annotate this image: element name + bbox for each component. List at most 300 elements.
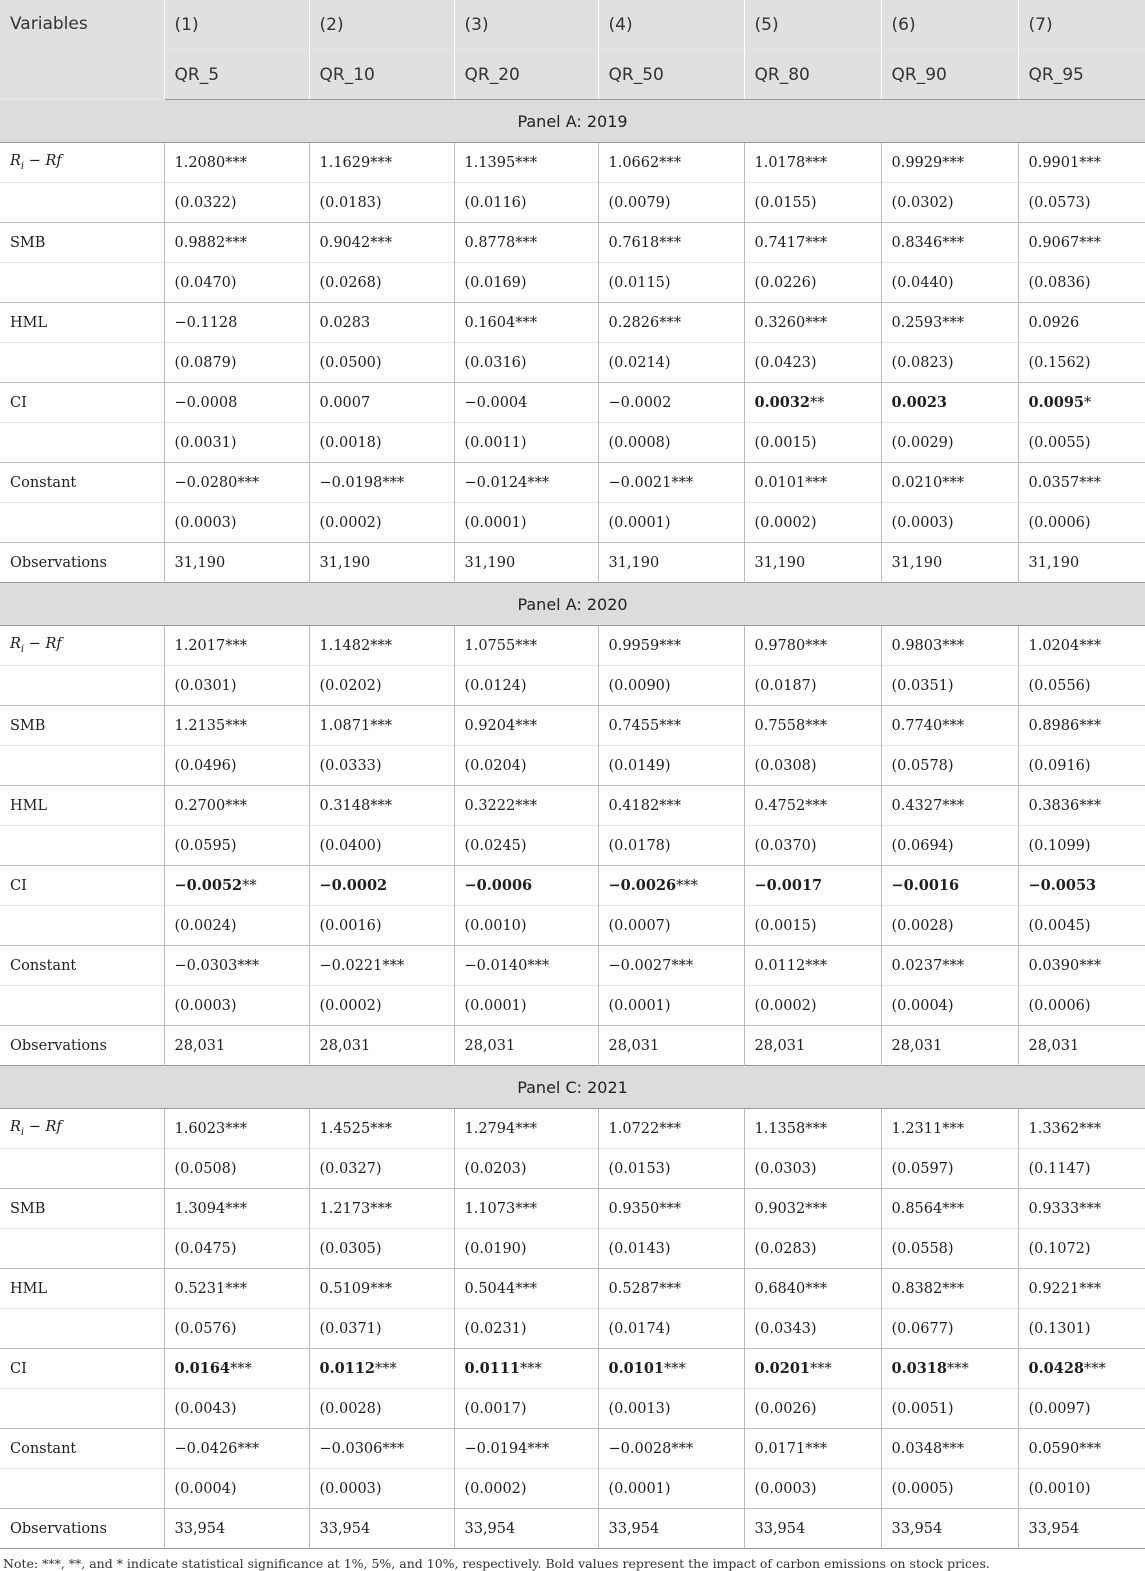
- column-number-header: (5): [744, 0, 881, 50]
- value-cell: (0.0026): [744, 1389, 881, 1429]
- value-cell: 0.7618***: [598, 223, 744, 263]
- value-cell: 1.2311***: [881, 1109, 1018, 1149]
- value-cell: 1.0871***: [309, 706, 454, 746]
- value-cell: (0.0002): [744, 503, 881, 543]
- value-cell: 0.8986***: [1018, 706, 1145, 746]
- value-cell: (0.0017): [454, 1389, 598, 1429]
- value-cell: 0.0390***: [1018, 946, 1145, 986]
- value-cell: [881, 383, 1018, 423]
- value-cell: (0.0005): [881, 1469, 1018, 1509]
- value-cell: 28,031: [598, 1026, 744, 1066]
- value-cell: (0.1147): [1018, 1149, 1145, 1189]
- value-cell: 1.1073***: [454, 1189, 598, 1229]
- value-cell: (0.0002): [454, 1469, 598, 1509]
- value-cell: (0.0400): [309, 826, 454, 866]
- variables-header: Variables: [0, 0, 164, 100]
- header-row-numbers: [0, 0, 1145, 50]
- value-cell: 0.9901***: [1018, 143, 1145, 183]
- bold-value: 0.0201: [754, 1360, 810, 1377]
- row-label: [0, 183, 164, 223]
- value-cell: (0.0001): [454, 503, 598, 543]
- value-cell: (0.0155): [744, 183, 881, 223]
- value-cell: 31,190: [1018, 543, 1145, 583]
- row-label: SMB: [0, 223, 164, 263]
- row-label: [0, 1389, 164, 1429]
- value-cell: 0.0237***: [881, 946, 1018, 986]
- value-cell: (0.0333): [309, 746, 454, 786]
- value-cell: −0.0027***: [598, 946, 744, 986]
- value-cell: −0.0028***: [598, 1429, 744, 1469]
- value-cell: (0.0043): [164, 1389, 309, 1429]
- value-cell: (0.0879): [164, 343, 309, 383]
- value-cell: −0.0026***: [598, 866, 744, 906]
- value-cell: (0.0013): [598, 1389, 744, 1429]
- value-cell: 0.9929***: [881, 143, 1018, 183]
- value-cell: (0.0470): [164, 263, 309, 303]
- value-cell: (0.0576): [164, 1309, 309, 1349]
- value-cell: 0.0318***: [881, 1349, 1018, 1389]
- value-cell: 0.3260***: [744, 303, 881, 343]
- value-cell: (0.0202): [309, 666, 454, 706]
- value-cell: −0.0426***: [164, 1429, 309, 1469]
- value-cell: (0.0001): [598, 986, 744, 1026]
- value-cell: [309, 866, 454, 906]
- value-cell: 1.0204***: [1018, 626, 1145, 666]
- excess-return-label: $R_i - Rf$: [10, 153, 62, 172]
- row-label: [0, 1229, 164, 1269]
- value-cell: 0.0171***: [744, 1429, 881, 1469]
- value-cell: 0.0428***: [1018, 1349, 1145, 1389]
- column-name-header: QR_5: [164, 50, 309, 100]
- value-cell: 0.4182***: [598, 786, 744, 826]
- value-cell: 0.5109***: [309, 1269, 454, 1309]
- bold-value: −0.0006: [464, 877, 533, 894]
- value-cell: 31,190: [598, 543, 744, 583]
- value-cell: (0.0283): [744, 1229, 881, 1269]
- value-cell: (0.0010): [454, 906, 598, 946]
- value-cell: (0.0183): [309, 183, 454, 223]
- value-cell: (0.0002): [309, 986, 454, 1026]
- value-cell: (0.0015): [744, 906, 881, 946]
- value-cell: (0.0115): [598, 263, 744, 303]
- std-error-row: [0, 826, 1145, 866]
- value-cell: 0.8346***: [881, 223, 1018, 263]
- value-cell: 0.9803***: [881, 626, 1018, 666]
- value-cell: (0.0174): [598, 1309, 744, 1349]
- value-cell: (0.0500): [309, 343, 454, 383]
- row-label: CI: [0, 383, 164, 423]
- column-number-header: (1): [164, 0, 309, 50]
- std-error-row: [0, 666, 1145, 706]
- value-cell: (0.0003): [164, 986, 309, 1026]
- value-cell: 1.0755***: [454, 626, 598, 666]
- row-label: [0, 1469, 164, 1509]
- std-error-row: [0, 986, 1145, 1026]
- value-cell: 0.2826***: [598, 303, 744, 343]
- value-cell: (0.0016): [309, 906, 454, 946]
- value-cell: 0.8778***: [454, 223, 598, 263]
- value-cell: 1.0178***: [744, 143, 881, 183]
- row-label-excess-return: [0, 143, 164, 183]
- value-cell: −0.0008: [164, 383, 309, 423]
- row-label: HML: [0, 786, 164, 826]
- value-cell: (0.0051): [881, 1389, 1018, 1429]
- coefficient-row: [0, 626, 1145, 666]
- value-cell: (0.0578): [881, 746, 1018, 786]
- value-cell: (0.0149): [598, 746, 744, 786]
- coefficient-row: [0, 866, 1145, 906]
- bold-value: −0.0052: [174, 877, 243, 894]
- bold-value: 0.0112: [319, 1360, 375, 1377]
- std-error-row: [0, 906, 1145, 946]
- value-cell: 1.2017***: [164, 626, 309, 666]
- panel-title: Panel A: 2020: [0, 583, 1145, 626]
- bold-value: −0.0002: [319, 877, 388, 894]
- coefficient-row: [0, 1109, 1145, 1149]
- value-cell: (0.0097): [1018, 1389, 1145, 1429]
- value-cell: (0.0305): [309, 1229, 454, 1269]
- row-label: [0, 423, 164, 463]
- value-cell: 0.5044***: [454, 1269, 598, 1309]
- value-cell: (0.0028): [309, 1389, 454, 1429]
- value-cell: 0.0101***: [744, 463, 881, 503]
- value-cell: (0.1099): [1018, 826, 1145, 866]
- value-cell: (0.0116): [454, 183, 598, 223]
- value-cell: 1.0662***: [598, 143, 744, 183]
- value-cell: 0.9350***: [598, 1189, 744, 1229]
- value-cell: 33,954: [454, 1509, 598, 1549]
- value-cell: −0.0002: [598, 383, 744, 423]
- value-cell: −0.0004: [454, 383, 598, 423]
- value-cell: (0.1301): [1018, 1309, 1145, 1349]
- bold-value: −0.0016: [891, 877, 960, 894]
- value-cell: (0.1562): [1018, 343, 1145, 383]
- value-cell: −0.0140***: [454, 946, 598, 986]
- value-cell: 0.3148***: [309, 786, 454, 826]
- value-cell: (0.0003): [309, 1469, 454, 1509]
- panel-header-row: [0, 100, 1145, 143]
- row-label: [0, 906, 164, 946]
- column-name-header: QR_90: [881, 50, 1018, 100]
- value-cell: [744, 866, 881, 906]
- value-cell: 0.6840***: [744, 1269, 881, 1309]
- value-cell: (0.0508): [164, 1149, 309, 1189]
- value-cell: 28,031: [881, 1026, 1018, 1066]
- value-cell: 0.8382***: [881, 1269, 1018, 1309]
- value-cell: −0.0194***: [454, 1429, 598, 1469]
- row-label: SMB: [0, 1189, 164, 1229]
- value-cell: 28,031: [1018, 1026, 1145, 1066]
- coefficient-row: [0, 1269, 1145, 1309]
- value-cell: 1.6023***: [164, 1109, 309, 1149]
- std-error-row: [0, 1149, 1145, 1189]
- panel-header-row: [0, 583, 1145, 626]
- coefficient-row: [0, 223, 1145, 263]
- value-cell: (0.0204): [454, 746, 598, 786]
- value-cell: (0.0010): [1018, 1469, 1145, 1509]
- column-name-header: QR_95: [1018, 50, 1145, 100]
- value-cell: (0.0169): [454, 263, 598, 303]
- row-label: Observations: [0, 1026, 164, 1066]
- std-error-row: [0, 746, 1145, 786]
- value-cell: (0.0916): [1018, 746, 1145, 786]
- value-cell: [881, 866, 1018, 906]
- value-cell: 1.1629***: [309, 143, 454, 183]
- value-cell: (0.0124): [454, 666, 598, 706]
- value-cell: 28,031: [164, 1026, 309, 1066]
- coefficient-row: [0, 946, 1145, 986]
- value-cell: 0.0112***: [309, 1349, 454, 1389]
- value-cell: (0.0003): [744, 1469, 881, 1509]
- value-cell: 33,954: [598, 1509, 744, 1549]
- observations-row: [0, 543, 1145, 583]
- bold-value: 0.0111: [464, 1360, 520, 1377]
- value-cell: −0.0303***: [164, 946, 309, 986]
- value-cell: (0.0226): [744, 263, 881, 303]
- bold-value: −0.0017: [754, 877, 823, 894]
- value-cell: 0.0007: [309, 383, 454, 423]
- column-name-header: QR_50: [598, 50, 744, 100]
- value-cell: (0.0006): [1018, 503, 1145, 543]
- value-cell: (0.0153): [598, 1149, 744, 1189]
- value-cell: 0.8564***: [881, 1189, 1018, 1229]
- value-cell: 1.0722***: [598, 1109, 744, 1149]
- value-cell: (0.0677): [881, 1309, 1018, 1349]
- value-cell: 1.1395***: [454, 143, 598, 183]
- std-error-row: [0, 263, 1145, 303]
- value-cell: [1018, 866, 1145, 906]
- value-cell: 0.7740***: [881, 706, 1018, 746]
- column-number-header: (7): [1018, 0, 1145, 50]
- value-cell: (0.0231): [454, 1309, 598, 1349]
- value-cell: 33,954: [164, 1509, 309, 1549]
- value-cell: 0.0111***: [454, 1349, 598, 1389]
- value-cell: 0.7455***: [598, 706, 744, 746]
- value-cell: 0.9042***: [309, 223, 454, 263]
- value-cell: (0.0595): [164, 826, 309, 866]
- row-label: Observations: [0, 543, 164, 583]
- std-error-row: [0, 1309, 1145, 1349]
- value-cell: 0.4752***: [744, 786, 881, 826]
- value-cell: (0.0214): [598, 343, 744, 383]
- value-cell: −0.0306***: [309, 1429, 454, 1469]
- value-cell: 1.1482***: [309, 626, 454, 666]
- row-label: Constant: [0, 1429, 164, 1469]
- coefficient-row: [0, 706, 1145, 746]
- table-header: [0, 0, 1145, 100]
- value-cell: 0.0032**: [744, 383, 881, 423]
- value-cell: (0.0322): [164, 183, 309, 223]
- value-cell: 0.0095*: [1018, 383, 1145, 423]
- value-cell: (0.0031): [164, 423, 309, 463]
- bold-value: 0.0095: [1028, 394, 1084, 411]
- value-cell: (0.0003): [164, 503, 309, 543]
- value-cell: (0.0190): [454, 1229, 598, 1269]
- value-cell: 0.0201***: [744, 1349, 881, 1389]
- column-name-header: QR_10: [309, 50, 454, 100]
- value-cell: 1.3362***: [1018, 1109, 1145, 1149]
- value-cell: (0.0423): [744, 343, 881, 383]
- value-cell: 0.9032***: [744, 1189, 881, 1229]
- value-cell: 33,954: [1018, 1509, 1145, 1549]
- value-cell: (0.0203): [454, 1149, 598, 1189]
- value-cell: 0.9221***: [1018, 1269, 1145, 1309]
- value-cell: 0.0357***: [1018, 463, 1145, 503]
- value-cell: (0.0268): [309, 263, 454, 303]
- value-cell: 0.2593***: [881, 303, 1018, 343]
- std-error-row: [0, 423, 1145, 463]
- coefficient-row: [0, 143, 1145, 183]
- value-cell: (0.0055): [1018, 423, 1145, 463]
- value-cell: 0.7417***: [744, 223, 881, 263]
- value-cell: (0.0573): [1018, 183, 1145, 223]
- value-cell: (0.0015): [744, 423, 881, 463]
- value-cell: −0.0198***: [309, 463, 454, 503]
- table-note: Note: ***, **, and * indicate statistical significance at 1%, 5%, and 10%, respectively. Bold values represent the impact of carbon emissions on stock prices.: [0, 1548, 1145, 1571]
- value-cell: (0.0597): [881, 1149, 1018, 1189]
- value-cell: 0.3222***: [454, 786, 598, 826]
- coefficient-row: [0, 1349, 1145, 1389]
- value-cell: 0.9780***: [744, 626, 881, 666]
- table-body: [0, 100, 1145, 1549]
- value-cell: −0.0280***: [164, 463, 309, 503]
- excess-return-label: $R_i - Rf$: [10, 636, 62, 655]
- coefficient-row: [0, 463, 1145, 503]
- value-cell: −0.0124***: [454, 463, 598, 503]
- coefficient-row: [0, 1189, 1145, 1229]
- value-cell: 0.0348***: [881, 1429, 1018, 1469]
- std-error-row: [0, 503, 1145, 543]
- value-cell: 31,190: [164, 543, 309, 583]
- value-cell: (0.0245): [454, 826, 598, 866]
- std-error-row: [0, 1469, 1145, 1509]
- value-cell: 28,031: [454, 1026, 598, 1066]
- value-cell: 0.9882***: [164, 223, 309, 263]
- value-cell: 0.2700***: [164, 786, 309, 826]
- std-error-row: [0, 183, 1145, 223]
- value-cell: 0.0164***: [164, 1349, 309, 1389]
- value-cell: (0.0004): [164, 1469, 309, 1509]
- value-cell: 33,954: [881, 1509, 1018, 1549]
- value-cell: 28,031: [744, 1026, 881, 1066]
- value-cell: 0.0926: [1018, 303, 1145, 343]
- row-label: [0, 503, 164, 543]
- row-label: HML: [0, 303, 164, 343]
- value-cell: 1.2080***: [164, 143, 309, 183]
- row-label: [0, 263, 164, 303]
- column-name-header: QR_20: [454, 50, 598, 100]
- value-cell: (0.0004): [881, 986, 1018, 1026]
- value-cell: 0.0590***: [1018, 1429, 1145, 1469]
- value-cell: (0.0178): [598, 826, 744, 866]
- value-cell: (0.0327): [309, 1149, 454, 1189]
- row-label-excess-return: [0, 1109, 164, 1149]
- bold-value: 0.0164: [174, 1360, 230, 1377]
- value-cell: (0.0370): [744, 826, 881, 866]
- value-cell: 1.2173***: [309, 1189, 454, 1229]
- value-cell: (0.1072): [1018, 1229, 1145, 1269]
- value-cell: 0.0283: [309, 303, 454, 343]
- row-label: [0, 1149, 164, 1189]
- bold-value: 0.0032: [754, 394, 810, 411]
- value-cell: (0.0003): [881, 503, 1018, 543]
- value-cell: (0.0558): [881, 1229, 1018, 1269]
- value-cell: (0.0301): [164, 666, 309, 706]
- column-name-header: QR_80: [744, 50, 881, 100]
- row-label: CI: [0, 866, 164, 906]
- value-cell: 31,190: [744, 543, 881, 583]
- row-label: Observations: [0, 1509, 164, 1549]
- row-label-excess-return: [0, 626, 164, 666]
- value-cell: (0.0011): [454, 423, 598, 463]
- coefficient-row: [0, 786, 1145, 826]
- value-cell: (0.0823): [881, 343, 1018, 383]
- row-label: HML: [0, 1269, 164, 1309]
- value-cell: (0.0079): [598, 183, 744, 223]
- column-number-header: (4): [598, 0, 744, 50]
- value-cell: (0.0303): [744, 1149, 881, 1189]
- value-cell: (0.0006): [1018, 986, 1145, 1026]
- value-cell: (0.0029): [881, 423, 1018, 463]
- observations-row: [0, 1509, 1145, 1549]
- value-cell: 1.3094***: [164, 1189, 309, 1229]
- value-cell: 0.3836***: [1018, 786, 1145, 826]
- value-cell: (0.0090): [598, 666, 744, 706]
- row-label: [0, 343, 164, 383]
- row-label: CI: [0, 1349, 164, 1389]
- value-cell: (0.0351): [881, 666, 1018, 706]
- value-cell: 0.5287***: [598, 1269, 744, 1309]
- value-cell: 31,190: [309, 543, 454, 583]
- bold-value: 0.0428: [1028, 1360, 1084, 1377]
- std-error-row: [0, 1389, 1145, 1429]
- value-cell: 0.0210***: [881, 463, 1018, 503]
- value-cell: 0.1604***: [454, 303, 598, 343]
- value-cell: (0.0343): [744, 1309, 881, 1349]
- std-error-row: [0, 343, 1145, 383]
- value-cell: (0.0440): [881, 263, 1018, 303]
- value-cell: (0.0694): [881, 826, 1018, 866]
- value-cell: 1.2794***: [454, 1109, 598, 1149]
- value-cell: (0.0045): [1018, 906, 1145, 946]
- row-label: [0, 666, 164, 706]
- value-cell: (0.0475): [164, 1229, 309, 1269]
- row-label: [0, 746, 164, 786]
- bold-value: 0.0023: [891, 394, 947, 411]
- value-cell: (0.0496): [164, 746, 309, 786]
- value-cell: 31,190: [881, 543, 1018, 583]
- value-cell: −0.0221***: [309, 946, 454, 986]
- row-label: [0, 986, 164, 1026]
- value-cell: (0.0556): [1018, 666, 1145, 706]
- value-cell: 1.1358***: [744, 1109, 881, 1149]
- value-cell: 0.9959***: [598, 626, 744, 666]
- value-cell: 0.0101***: [598, 1349, 744, 1389]
- coefficient-row: [0, 383, 1145, 423]
- value-cell: (0.0371): [309, 1309, 454, 1349]
- column-number-header: (3): [454, 0, 598, 50]
- value-cell: 0.7558***: [744, 706, 881, 746]
- panel-title: Panel C: 2021: [0, 1066, 1145, 1109]
- std-error-row: [0, 1229, 1145, 1269]
- value-cell: 0.0112***: [744, 946, 881, 986]
- value-cell: 33,954: [744, 1509, 881, 1549]
- value-cell: 31,190: [454, 543, 598, 583]
- value-cell: (0.0007): [598, 906, 744, 946]
- row-label: Constant: [0, 463, 164, 503]
- value-cell: 28,031: [309, 1026, 454, 1066]
- bold-value: −0.0053: [1028, 877, 1097, 894]
